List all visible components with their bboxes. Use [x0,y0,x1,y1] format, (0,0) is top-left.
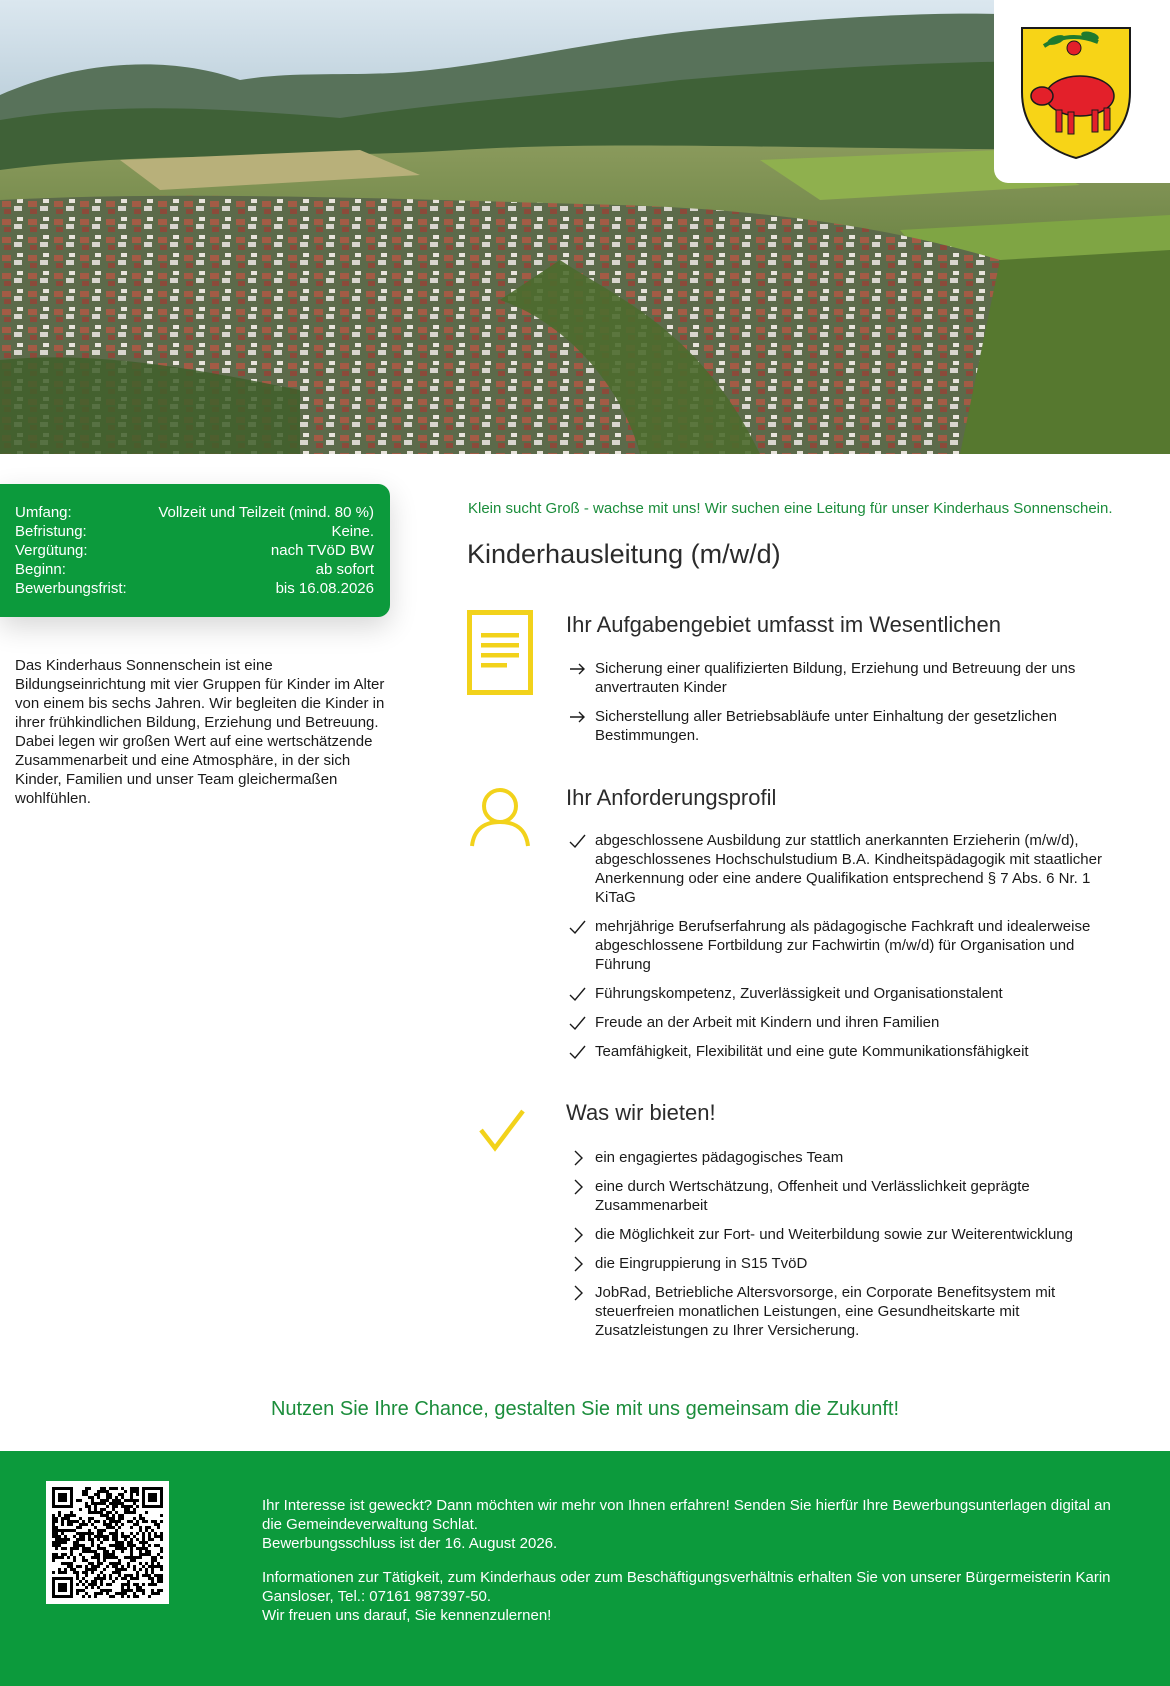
footer-closing: Wir freuen uns darauf, Sie kennenzulernen! [262,1607,552,1624]
list-item: Sicherstellung aller Betriebsabläufe unter Einhaltung der gesetzlichen Bestimmungen. [566,707,1126,745]
checkmark-icon [478,1108,526,1152]
intro-paragraph: Das Kinderhaus Sonnenschein ist eine Bildungseinrichtung mit vier Gruppen für Kinder im Alter von einem bis sechs Jahren. Wir begleiten die Kinder in ihrer frühkindlichen Bildung, Erziehung und Betreuung. Dabei legen wir großen Wert auf eine wertschätzende Zusammenarbeit und eine Atmosphäre, in der sich Kinder, Familien und unser Team gleichermaßen wohlfühlen. [15,657,385,807]
footer [0,1451,1170,1686]
job-facts-card [0,484,390,617]
chevron-right-icon [569,1256,586,1272]
list-item: eine durch Wertschätzung, Offenheit und Verlässlichkeit geprägte Zusammenarbeit [566,1177,1126,1215]
fact-value: Vollzeit und Teilzeit (mind. 80 %) [158,504,374,521]
fact-row-pay [15,541,374,560]
fact-value: Keine. [331,523,374,540]
fact-label: Vergütung: [15,542,88,559]
list-item: JobRad, Betriebliche Altersvorsorge, ein Corporate Benefitsystem mit steuerfreien monatlichen Leistungen, eine Gesundheitskarte mit Zusatzleistungen zu Ihrer Versicherung. [566,1283,1126,1340]
fact-row-scope [15,503,374,522]
fact-label: Beginn: [15,561,66,578]
list-item: Führungskompetenz, Zuverlässigkeit und Organisationstalent [566,984,1126,1003]
fact-label: Umfang: [15,504,72,521]
coat-of-arms-icon [1016,22,1136,162]
crest-container [994,0,1170,183]
fact-row-term [15,522,374,541]
document-icon [467,610,533,695]
list-item: Teamfähigkeit, Flexibilität und eine gute Kommunikationsfähigkeit [566,1042,1126,1061]
hero-image [0,0,1170,454]
task-list [566,659,1126,755]
offer-list [566,1148,1126,1350]
check-icon [569,986,586,1002]
section-heading-tasks: Ihr Aufgabengebiet umfasst im Wesentlichen [566,612,1001,637]
fact-value: bis 16.08.2026 [275,580,374,597]
chevron-right-icon [569,1227,586,1243]
list-item: die Eingruppierung in S15 TvöD [566,1254,1126,1273]
list-item: Freude an der Arbeit mit Kindern und ihren Familien [566,1013,1126,1032]
list-item: Sicherung einer qualifizierten Bildung, Erziehung und Betreuung der uns anvertrauten Kinder [566,659,1126,697]
footer-deadline: Bewerbungsschluss ist der 16. August 2026. [262,1535,558,1552]
job-title: Kinderhausleitung (m/w/d) [467,539,781,569]
qr-code-pattern [52,1487,163,1598]
qr-code-icon[interactable] [46,1481,169,1604]
fact-label: Bewerbungsfrist: [15,580,127,597]
requirements-list [566,831,1126,1071]
list-item: mehrjährige Berufserfahrung als pädagogische Fachkraft und idealerweise abgeschlossene Fortbildung zur Fachwirtin (m/w/d) für Organisation und Führung [566,917,1126,974]
footer-paragraph-contact: Informationen zur Tätigkeit, zum Kinderhaus oder zum Beschäftigungsverhältnis erhalten Sie von unserer Bürgermeisterin Karin Gansloser, Tel.: 07161 987397-50. [262,1569,1111,1605]
footer-paragraph-apply: Ihr Interesse ist geweckt? Dann möchten wir mehr von Ihnen erfahren! Senden Sie hierfür Ihre Bewerbungsunterlagen digital an die Gemeindeverwaltung Schlat. [262,1497,1111,1533]
check-icon [569,1044,586,1060]
section-heading-offer: Was wir bieten! [566,1100,716,1125]
call-to-action: Nutzen Sie Ihre Chance, gestalten Sie mit uns gemeinsam die Zukunft! [270,1398,900,1420]
chevron-right-icon [569,1179,586,1195]
check-icon [569,1015,586,1031]
check-icon [569,919,586,935]
person-icon [469,786,531,848]
tagline: Klein sucht Groß - wachse mit uns! Wir suchen eine Leitung für unser Kinderhaus Sonnenschein. [468,500,1113,517]
chevron-right-icon [569,1285,586,1301]
chevron-right-icon [569,1150,586,1166]
fact-value: ab sofort [315,561,374,578]
fact-value: nach TVöD BW [270,542,374,559]
list-item: abgeschlossene Ausbildung zur stattlich anerkannten Erzieherin (m/w/d), abgeschlossenes Hochschulstudium B.A. Kindheitspädagogik mit staatlicher Anerkennung oder eine andere Qualifikation entsprechend § 7 Abs. 6 Nr. 1 KiTaG [566,831,1126,907]
arrow-right-icon [569,709,586,725]
section-heading-profile: Ihr Anforderungsprofil [566,785,777,810]
fact-row-deadline [15,579,374,598]
check-icon [569,833,586,849]
footer-text [262,1496,1122,1625]
list-item: die Möglichkeit zur Fort- und Weiterbildung sowie zur Weiterentwicklung [566,1225,1126,1244]
arrow-right-icon [569,661,586,677]
list-item: ein engagiertes pädagogisches Team [566,1148,1126,1167]
fact-label: Befristung: [15,523,87,540]
fact-row-start [15,560,374,579]
